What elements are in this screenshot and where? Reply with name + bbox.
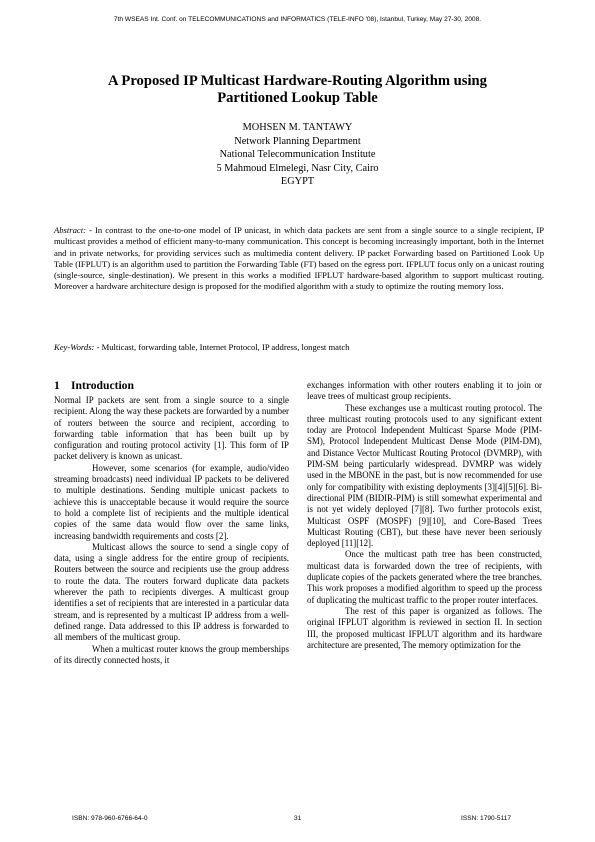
affiliation-address: 5 Mahmoud Elmelegi, Nasr City, Cairo	[216, 162, 379, 174]
affiliation-institute: National Telecommunication Institute	[219, 149, 376, 161]
paragraph: When a multicast router knows the group memberships of its directly connected hosts, it	[54, 643, 289, 665]
keywords-label: Key-Words:	[54, 342, 95, 352]
paragraph: exchanges information with other routers enabling it to join or leave trees of multicast group recipients.	[307, 380, 542, 402]
page-number: 31	[294, 815, 302, 822]
affiliation-country: EGYPT	[280, 176, 315, 188]
paragraph: These exchanges use a multicast routing protocol. The three multicast routing protocols used to any significant extent today are Protocol Independent Multicast Sparse Mode (PIM-SM), Protocol Independent Multicast Dense Mode (PIM-DM), and Distance Vector Multicast Routing Protocol (DVMRP), with PIM-SM being particularly widespread. DVMRP was widely used in the MBONE in the past, but is now recommended for use only for compatibility with existing deployments [3][4][5][6]. Bi-directional PIM (BIDIR-PIM) is still somewhat experimental and is not yet widely deployed [7][8]. Two further protocols exist, Multicast OSPF (MOSPF) [9][10], and Core-Based Trees Multicast Routing (CBT), but these have never been seriously deployed [11][12].	[307, 402, 542, 549]
running-header: 7th WSEAS Int. Conf. on TELECOMMUNICATIONS and INFORMATICS (TELE-INFO '08), Istanbul, Turkey, May 27-30, 2008.	[113, 16, 482, 23]
paragraph: Multicast allows the source to send a single copy of data, using a single address for the entire group of recipients. Routers between the source and recipients use the group address to route the data. The routers forward duplicate data packets wherever the path to recipients diverges. A multicast group identifies a set of recipients that are interested in a particular data stream, and is represented by a multicast IP address from a well-defined range. Data addressed to this IP address is forwarded to all members of the multicast group.	[54, 541, 289, 643]
footer-issn: ISSN: 1790-5117	[461, 815, 512, 822]
right-column	[307, 380, 542, 651]
paragraph: Once the multicast path tree has been constructed, multicast data is forwarded down the tree of recipients, with duplicate copies of the packets generated where the tree branches. This work proposes a modified algorithm to speed up the process of duplicating the multicast traffic to the proper router interfaces.	[307, 549, 542, 605]
keywords	[54, 342, 544, 353]
keywords-text: - Multicast, forwarding table, Internet Protocol, IP address, longest match	[94, 342, 350, 352]
paper-title	[40, 73, 555, 107]
section-title: Introduction	[71, 379, 134, 392]
affiliation-department: Network Planning Department	[234, 135, 361, 147]
paragraph: However, some scenarios (for example, audio/video streaming broadcasts) need individual IP packets to be delivered to multiple destinations. Sending multiple unicast packets to achieve this is unacceptable because it would require the source to hold a complete list of recipients and the multiple identical copies of the same data would flow over the same links, increasing bandwidth requirements and costs [2].	[54, 462, 289, 541]
footer-isbn: ISBN: 978-960-6766-64-0	[72, 815, 148, 822]
section-heading	[54, 378, 289, 394]
section-number: 1	[54, 379, 60, 392]
author-block	[100, 121, 495, 189]
abstract	[54, 225, 544, 293]
left-column	[54, 378, 289, 666]
paragraph: Normal IP packets are sent from a single source to a single recipient. Along the way these packets are forwarded by a number of routers between the source and recipient, according to forwarding table information that has been built up by configuration and routing protocol activity [1]. This form of IP packet delivery is known as unicast.	[54, 395, 289, 462]
paragraph: The rest of this paper is organized as follows. The original IFPLUT algorithm is reviewed in section II. In section III, the proposed multicast IFPLUT algorithm and its hardware architecture are presented, The memory optimization for the	[307, 605, 542, 650]
title-line-2: Partitioned Lookup Table	[217, 90, 378, 106]
author-name: MOHSEN M. TANTAWY	[242, 122, 353, 133]
abstract-label: Abstract:	[54, 225, 86, 235]
title-line-1: A Proposed IP Multicast Hardware-Routing Algorithm using	[108, 73, 487, 89]
abstract-text: - In contrast to the one-to-one model of IP unicast, in which data packets are sent from a single source to a single recipient, IP multicast provides a method of efficient many-to-many communication. This concept is becoming increasingly important, both in the Internet and in private networks, for providing services such as multimedia content delivery. IP packet Forwarding based on Partitioned Look Up Table (IFPLUT) is an algorithm used to partition the Forwarding Table (FT) based on the egress port. IFPLUT focus only on a unicast routing (single-source, single-destination). We present in this works a modified IFPLUT hardware-based algorithm to support multicast routing. Moreover a hardware architecture design is proposed for the modified algorithm with a study to optimize the routing memory loss.	[54, 225, 544, 292]
